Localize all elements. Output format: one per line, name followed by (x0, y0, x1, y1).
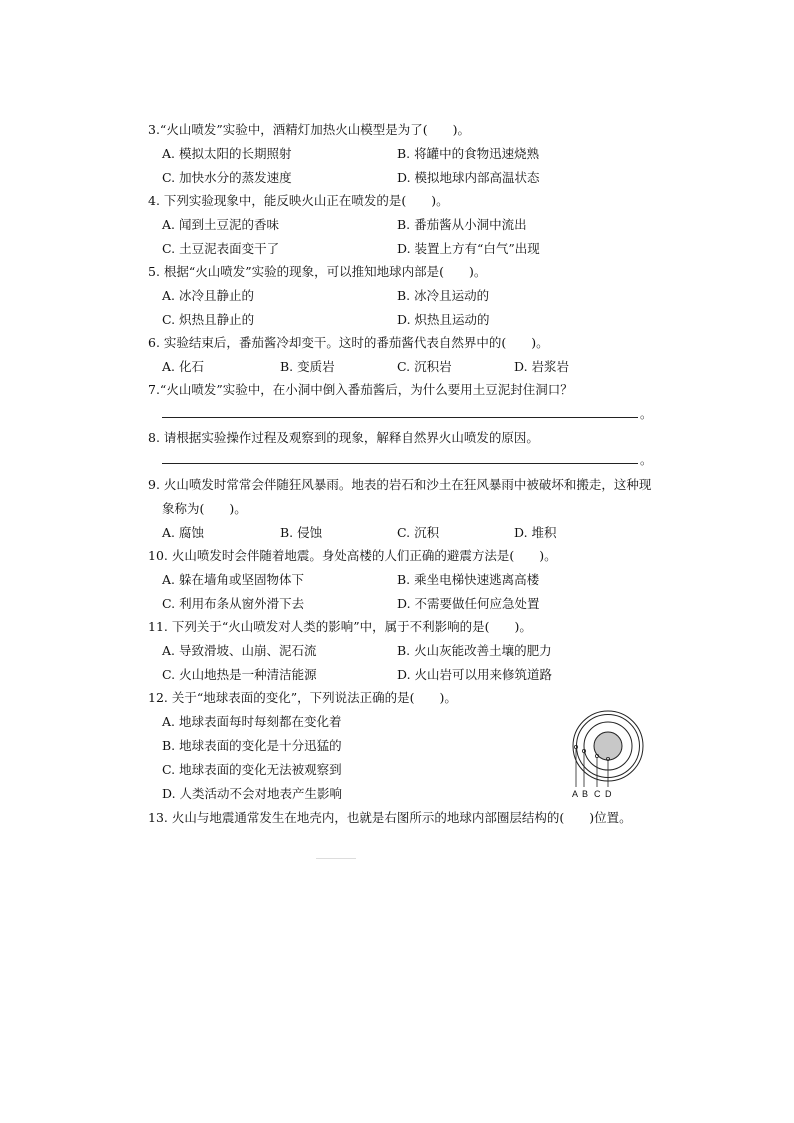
question-10-stem: 10. 火山喷发时会伴随着地震。身处高楼的人们正确的避震方法是( )。 (148, 548, 557, 563)
question-12-option-d[interactable]: D. 人类活动不会对地表产生影响 (162, 786, 343, 801)
question-9-option-a[interactable]: A. 腐蚀 (162, 525, 204, 540)
figure-label-a: A (572, 789, 579, 799)
question-6-option-c[interactable]: C. 沉积岩 (397, 359, 452, 374)
answer-end-mark: 。 (640, 407, 653, 421)
question-4-option-b[interactable]: B. 番茄酱从小洞中流出 (397, 217, 527, 232)
question-11-option-b[interactable]: B. 火山灰能改善土壤的肥力 (397, 643, 552, 658)
question-12-option-b[interactable]: B. 地球表面的变化是十分迅猛的 (162, 738, 342, 753)
question-8-stem: 8. 请根据实验操作过程及观察到的现象，解释自然界火山喷发的原因。 (148, 430, 539, 445)
question-4-option-d[interactable]: D. 装置上方有“白气”出现 (397, 241, 540, 256)
question-10-option-a[interactable]: A. 躲在墙角或坚固物体下 (162, 572, 304, 587)
question-11-option-c[interactable]: C. 火山地热是一种清洁能源 (162, 667, 317, 682)
question-5-option-d[interactable]: D. 炽热且运动的 (397, 312, 490, 327)
question-13-stem: 13. 火山与地震通常发生在地壳内，也就是右图所示的地球内部圈层结构的( )位置。 (148, 810, 632, 825)
question-10-option-d[interactable]: D. 不需要做任何应急处置 (397, 596, 540, 611)
question-12-option-c[interactable]: C. 地球表面的变化无法被观察到 (162, 762, 342, 777)
question-6-option-a[interactable]: A. 化石 (162, 359, 204, 374)
faint-divider (316, 858, 356, 859)
question-6-option-b[interactable]: B. 变质岩 (280, 359, 335, 374)
question-7-stem: 7.“火山喷发”实验中，在小洞中倒入番茄酱后，为什么要用土豆泥封住洞口？ (148, 382, 573, 397)
figure-label-b: B (582, 789, 589, 799)
question-11-stem: 11. 下列关于“火山喷发对人类的影响”中，属于不利影响的是( )。 (148, 619, 532, 634)
question-11-option-a[interactable]: A. 导致滑坡、山崩、泥石流 (162, 643, 317, 658)
question-4-option-a[interactable]: A. 闻到土豆泥的香味 (162, 217, 279, 232)
question-9-stem: 9. 火山喷发时常常会伴随狂风暴雨。地表的岩石和沙土在狂风暴雨中被破坏和搬走，这种现 (148, 477, 652, 492)
question-6-option-d[interactable]: D. 岩浆岩 (514, 359, 570, 374)
question-9-option-c[interactable]: C. 沉积 (397, 525, 440, 540)
question-3-stem: 3.“火山喷发”实验中，酒精灯加热火山模型是为了( )。 (148, 122, 470, 137)
question-12-stem: 12. 关于“地球表面的变化”，下列说法正确的是( )。 (148, 690, 457, 705)
question-8-answer-line[interactable] (162, 463, 638, 464)
question-5-option-b[interactable]: B. 冰冷且运动的 (397, 288, 490, 303)
question-4-stem: 4. 下列实验现象中，能反映火山正在喷发的是( )。 (148, 193, 449, 208)
figure-label-c: C (594, 789, 601, 799)
question-3-option-a[interactable]: A. 模拟太阳的长期照射 (162, 146, 292, 161)
question-9-option-d[interactable]: D. 堆积 (514, 525, 557, 540)
question-9-option-b[interactable]: B. 侵蚀 (280, 525, 323, 540)
question-9-stem-continued: 象称为( )。 (162, 501, 247, 516)
answer-end-mark: 。 (640, 453, 653, 467)
question-4-option-c[interactable]: C. 土豆泥表面变干了 (162, 241, 280, 256)
question-10-option-c[interactable]: C. 利用布条从窗外滑下去 (162, 596, 305, 611)
figure-label-d: D (605, 789, 612, 799)
question-11-option-d[interactable]: D. 火山岩可以用来修筑道路 (397, 667, 553, 682)
question-3-option-b[interactable]: B. 将罐中的食物迅速烧熟 (397, 146, 540, 161)
question-10-option-b[interactable]: B. 乘坐电梯快速逃离高楼 (397, 572, 540, 587)
question-6-stem: 6. 实验结束后，番茄酱冷却变干。这时的番茄酱代表自然界中的( )。 (148, 335, 549, 350)
question-7-answer-line[interactable] (162, 417, 638, 418)
question-3-option-c[interactable]: C. 加快水分的蒸发速度 (162, 170, 292, 185)
question-12-option-a[interactable]: A. 地球表面每时每刻都在变化着 (162, 714, 342, 729)
question-5-option-c[interactable]: C. 炽热且静止的 (162, 312, 255, 327)
question-5-stem: 5. 根据“火山喷发”实验的现象，可以推知地球内部是( )。 (148, 264, 487, 279)
earth-layers-figure (566, 704, 650, 800)
question-3-option-d[interactable]: D. 模拟地球内部高温状态 (397, 170, 540, 185)
question-5-option-a[interactable]: A. 冰冷且静止的 (162, 288, 254, 303)
